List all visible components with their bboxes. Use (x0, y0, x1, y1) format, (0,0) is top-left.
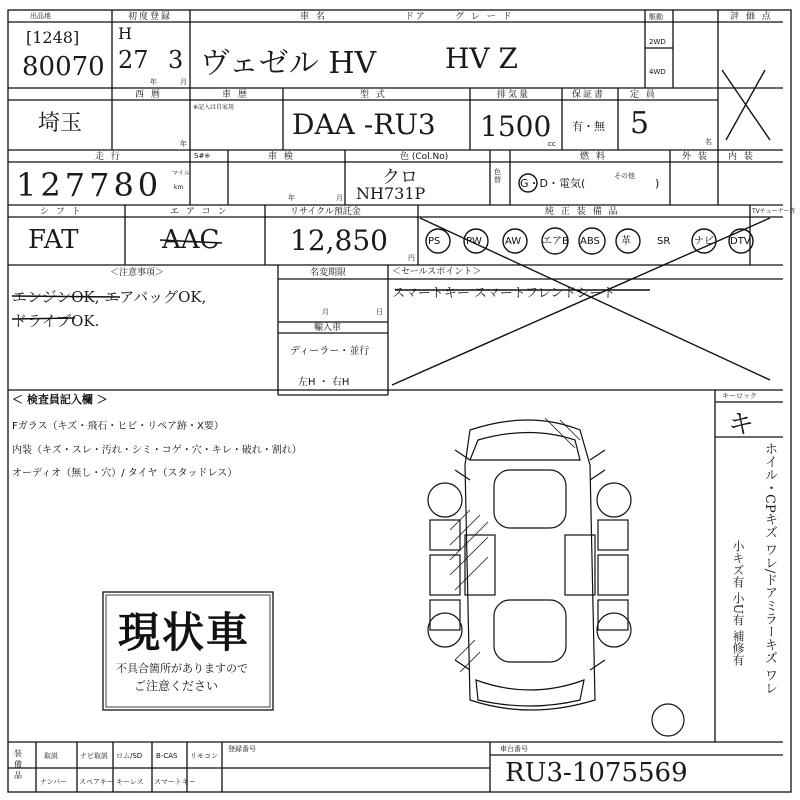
stamp-line2: ご注意ください (134, 679, 219, 693)
exterior-header: 外 装 (682, 152, 709, 162)
warranty-header: 保証書 (572, 90, 606, 100)
inspector-line3: オーディオ（無し・穴）/ タイヤ（スタッドレス） (12, 468, 238, 479)
drive-4wd: 4WD (649, 68, 666, 76)
footer-smart-key: スマートキー (154, 778, 196, 786)
door-header: ドア (405, 12, 427, 22)
grade-value: HV Z (445, 42, 518, 75)
first-registration-year-unit: 年 (150, 78, 157, 86)
year-model-unit: 年 (180, 140, 187, 148)
name-change-month: 月 (322, 308, 329, 316)
equip-ps: PS (428, 236, 441, 247)
prefecture-value: 埼玉 (38, 111, 83, 136)
inspector-header: ＜ 検査員記入欄 ＞ (12, 393, 108, 406)
equip-pw: PW (466, 236, 482, 247)
registration-header: 登録番号 (228, 745, 256, 753)
warranty-value: 有・無 (572, 120, 605, 133)
mileage-value: 127780 (16, 166, 163, 204)
mileage-unit-mile: マイル (172, 170, 190, 177)
fuel-close: ) (655, 177, 660, 190)
notes-header: ＜注意事項＞ (110, 268, 165, 278)
grade-header: グ レ ー ド (455, 12, 514, 22)
name-change-day: 日 (376, 308, 383, 316)
recycle-unit: 円 (408, 254, 415, 262)
displacement-value: 1500 (480, 110, 552, 143)
tv-tuner-header: TVチューナー等 (752, 208, 796, 215)
capacity-value: 5 (630, 106, 650, 141)
evaluation-header: 評 価 点 (730, 12, 773, 22)
model-code-header: 型 式 (360, 90, 387, 100)
recycle-value: 12,850 (290, 224, 388, 257)
equipment-header: 純 正 装 備 品 (545, 207, 620, 217)
fuel-other: その他 (614, 172, 635, 180)
body-type-note: ※記入は自家用 (193, 104, 235, 111)
color-code: NH731P (356, 184, 426, 203)
capacity-unit: 名 (705, 138, 712, 146)
import-type: ディーラー・並行 (290, 346, 370, 357)
footer-rom-sd: ロム/SD (116, 752, 143, 760)
inspection-header: 車 検 (268, 152, 295, 162)
inspector-line2: 内装（キズ・スレ・汚れ・シミ・コゲ・穴・キレ・破れ・割れ） (12, 445, 302, 456)
equip-sunroof: SR (657, 236, 671, 247)
mileage-unit-km: km (174, 184, 184, 191)
sales-points-text: スマートキー スマートフレンドシート (392, 286, 616, 301)
import-steering: 左H ・ 右H (298, 377, 350, 388)
capacity-header: 定 員 (630, 90, 657, 100)
stamp-line1: 不具合箇所がありますので (116, 662, 248, 675)
car-diagram (428, 420, 684, 736)
fuel-options: G・D・電気( (520, 177, 586, 190)
chassis-header: 車台番号 (500, 745, 528, 753)
color-change-label: 色替 (494, 168, 501, 184)
prefecture-header: 出品地 (30, 12, 51, 20)
first-registration-month-unit: 月 (180, 78, 187, 86)
recycle-header: リサイクル預託金 (290, 207, 361, 217)
equip-abs: ABS (580, 236, 600, 247)
car-name-header: 車 名 (300, 12, 327, 22)
side-comment-col1: ホイル・CPキズ ワレ/ドアミラーキズ ワレ (762, 442, 777, 695)
body-type-header: 車 歴 (222, 90, 249, 100)
car-name-value: ヴェゼル HV (200, 46, 377, 81)
footer-label: 装備品 (14, 749, 22, 780)
lot-number: [1248] (26, 28, 80, 47)
interior-header: 内 装 (728, 152, 755, 162)
footer-keyless: キーレス (116, 778, 144, 786)
notes-line1: エンジンOK, エアバッグOK, (12, 288, 207, 306)
diagram-hatch (450, 418, 580, 672)
footer-navi-manual: ナビ取説 (80, 752, 108, 760)
key-lock-value: キ (728, 410, 755, 440)
key-lock-header: キーロック (722, 392, 757, 400)
shift-value: FAT (28, 225, 79, 255)
footer-bcas: B-CAS (156, 752, 178, 760)
import-header: 輸入車 (314, 323, 342, 333)
first-registration-month: 3 (168, 46, 184, 74)
first-registration-header: 初度登録 (128, 12, 173, 22)
drive-2wd: 2WD (649, 38, 666, 46)
drive-header: 駆動 (649, 13, 663, 21)
year-model-header: 西 暦 (135, 90, 162, 100)
first-registration-era: H (118, 24, 132, 43)
side-comment-col2: 小キズ有 小U有 補修有 (731, 540, 745, 666)
aircon-header: エ ア コ ン (170, 207, 229, 217)
equip-navi: ナビ (694, 236, 714, 247)
first-registration-year: 27 (118, 46, 149, 74)
model-code-value: DAA -RU3 (292, 108, 436, 141)
footer-spare-key: スペアキー (79, 778, 114, 786)
color-value: クロ (382, 167, 418, 188)
inspection-year-unit: 年 (288, 194, 295, 202)
inspection-month-unit: 月 (336, 194, 343, 202)
sales-points-header: ＜セールスポイント＞ (392, 267, 482, 277)
displacement-unit: cc (548, 140, 556, 148)
equip-airbag: エアB (542, 236, 569, 247)
color-header: 色 (Col.No) (400, 152, 449, 162)
fuel-header: 燃 料 (580, 152, 607, 162)
s-mark: S#※ (194, 152, 211, 160)
chassis-number: RU3-1075569 (505, 758, 688, 788)
evaluation-value (752, 40, 753, 41)
stamp-title: 現状車 (118, 608, 251, 657)
equip-leather: 革 (621, 236, 631, 247)
shift-header: シ フ ト (40, 207, 83, 217)
stock-number: 80070 (22, 52, 105, 82)
mileage-header: 走 行 (95, 152, 122, 162)
inspector-line1: Fガラス（キズ・飛石・ヒビ・リペア跡・X要） (12, 421, 224, 432)
equip-aw: AW (505, 236, 522, 247)
displacement-header: 排気量 (497, 90, 531, 100)
name-change-header: 名変期限 (310, 268, 347, 278)
equip-dtv: DTV (730, 236, 751, 247)
footer-number: ナンバー (40, 778, 68, 786)
aircon-value: AAC (162, 225, 220, 255)
notes-line2: ドライブOK. (12, 312, 100, 330)
footer-remote: リモコン (190, 752, 218, 760)
footer-manual: 取説 (44, 752, 58, 760)
